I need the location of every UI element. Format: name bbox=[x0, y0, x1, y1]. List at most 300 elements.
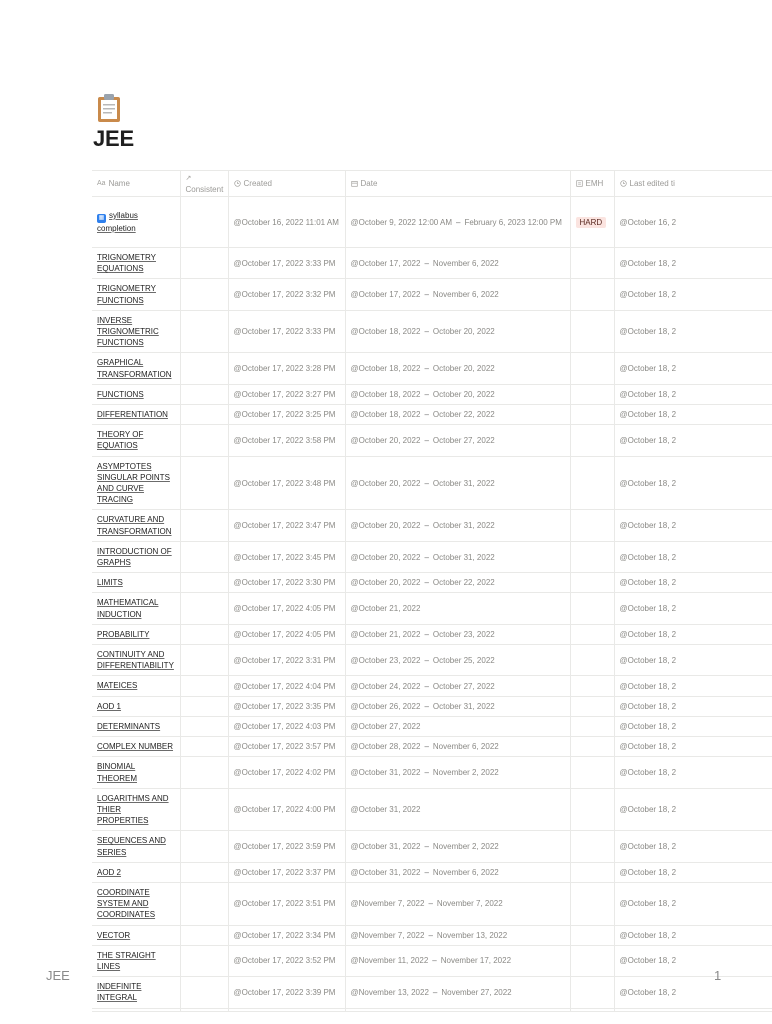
cell-emh[interactable] bbox=[570, 977, 614, 1008]
table-end-cell bbox=[180, 1008, 228, 1011]
calendar-icon bbox=[351, 180, 358, 187]
page-title: JEE bbox=[93, 126, 134, 151]
cell-consistent[interactable] bbox=[180, 862, 228, 882]
cell-consistent[interactable] bbox=[180, 882, 228, 925]
cell-emh[interactable] bbox=[570, 310, 614, 353]
clock-icon bbox=[234, 180, 241, 187]
column-header-consistent[interactable]: ↗ Consistent bbox=[180, 171, 228, 197]
cell-date[interactable] bbox=[345, 541, 570, 572]
table-row[interactable] bbox=[92, 882, 772, 925]
cell-emh[interactable] bbox=[570, 676, 614, 696]
table-row[interactable] bbox=[92, 197, 772, 248]
date-end: October 31, 2022 bbox=[432, 478, 495, 488]
date-end: October 31, 2022 bbox=[432, 552, 495, 562]
page-number: 1 bbox=[714, 968, 722, 983]
cell-consistent[interactable] bbox=[180, 757, 228, 788]
cell-created: @October 17, 2022 3:48 PM bbox=[228, 456, 345, 510]
column-header-last-edited[interactable]: Last edited ti bbox=[614, 171, 772, 197]
cell-created: @October 17, 2022 4:05 PM bbox=[228, 593, 345, 624]
cell-last-edited: @October 18, 2 bbox=[614, 882, 772, 925]
date-start: @October 9, 2022 12:00 AM bbox=[350, 217, 453, 227]
date-start: @October 24, 2022 bbox=[350, 681, 421, 691]
table-end-cell bbox=[228, 1008, 345, 1011]
column-header-date[interactable]: Date bbox=[345, 171, 570, 197]
row-title-link[interactable]: COMPLEX NUMBER bbox=[97, 742, 174, 752]
row-title-link[interactable]: CONTINUITY AND DIFFERENTIABILITY bbox=[97, 650, 174, 671]
column-header-name[interactable]: Aa Name bbox=[92, 171, 180, 197]
cell-consistent[interactable] bbox=[180, 510, 228, 541]
cell-consistent[interactable] bbox=[180, 831, 228, 862]
cell-emh[interactable] bbox=[570, 757, 614, 788]
cell-date[interactable] bbox=[345, 882, 570, 925]
cell-emh[interactable] bbox=[570, 510, 614, 541]
cell-last-edited: @October 18, 2 bbox=[614, 279, 772, 310]
row-title-link[interactable]: SEQUENCES AND SERIES bbox=[97, 836, 166, 857]
table-row[interactable] bbox=[92, 384, 772, 404]
cell-emh[interactable] bbox=[570, 862, 614, 882]
cell-date[interactable] bbox=[345, 248, 570, 279]
cell-consistent[interactable] bbox=[180, 593, 228, 624]
table-end-cell bbox=[614, 1008, 772, 1011]
table-row[interactable] bbox=[92, 248, 772, 279]
cell-emh[interactable] bbox=[570, 788, 614, 831]
cell-last-edited: @October 18, 2 bbox=[614, 510, 772, 541]
row-title-link[interactable]: LOGARITHMS AND THIER PROPERTIES bbox=[97, 793, 169, 826]
cell-last-edited: @October 16, 2 bbox=[614, 197, 772, 248]
cell-name bbox=[92, 510, 180, 541]
cell-emh[interactable] bbox=[570, 279, 614, 310]
cell-date[interactable] bbox=[345, 384, 570, 404]
row-title-link[interactable]: MATHEMATICAL INDUCTION bbox=[97, 598, 159, 619]
cell-last-edited: @October 18, 2 bbox=[614, 624, 772, 644]
date-range-separator: – bbox=[456, 217, 461, 227]
cell-date[interactable] bbox=[345, 945, 570, 976]
table-row[interactable] bbox=[92, 925, 772, 945]
cell-consistent[interactable] bbox=[180, 573, 228, 593]
date-range-separator: – bbox=[424, 629, 429, 639]
date-range-separator: – bbox=[432, 956, 437, 966]
date-start: @October 20, 2022 bbox=[350, 552, 421, 562]
cell-last-edited: @October 18, 2 bbox=[614, 384, 772, 404]
cell-date[interactable] bbox=[345, 279, 570, 310]
row-title-link[interactable]: CURVATURE AND TRANSFORMATION bbox=[97, 515, 172, 536]
date-end: November 6, 2022 bbox=[432, 742, 499, 752]
cell-consistent[interactable] bbox=[180, 197, 228, 248]
cell-date[interactable] bbox=[345, 573, 570, 593]
cell-consistent[interactable] bbox=[180, 945, 228, 976]
table-row[interactable] bbox=[92, 757, 772, 788]
cell-name bbox=[92, 425, 180, 456]
cell-date[interactable] bbox=[345, 716, 570, 736]
cell-last-edited: @October 18, 2 bbox=[614, 862, 772, 882]
row-title-link[interactable]: BINOMIAL THEOREM bbox=[97, 762, 137, 783]
cell-created: @October 17, 2022 3:31 PM bbox=[228, 645, 345, 676]
cell-date[interactable] bbox=[345, 757, 570, 788]
date-start: @October 18, 2022 bbox=[350, 410, 421, 420]
cell-name bbox=[92, 737, 180, 757]
cell-emh[interactable] bbox=[570, 425, 614, 456]
cell-created: @October 17, 2022 3:45 PM bbox=[228, 541, 345, 572]
row-title-link[interactable]: INVERSE TRIGNOMETRIC FUNCTIONS bbox=[97, 315, 159, 348]
cell-last-edited: @October 18, 2 bbox=[614, 456, 772, 510]
cell-emh[interactable] bbox=[570, 353, 614, 384]
date-start: @November 13, 2022 bbox=[350, 987, 429, 997]
cell-consistent[interactable] bbox=[180, 624, 228, 644]
table-row[interactable] bbox=[92, 279, 772, 310]
cell-emh[interactable] bbox=[570, 624, 614, 644]
cell-name bbox=[92, 645, 180, 676]
cell-date[interactable] bbox=[345, 788, 570, 831]
table-end-cell bbox=[92, 1008, 180, 1011]
row-title-link[interactable]: ASYMPTOTES SINGULAR POINTS AND CURVE TRACING bbox=[97, 461, 170, 505]
cell-created: @October 17, 2022 3:52 PM bbox=[228, 945, 345, 976]
cell-date[interactable] bbox=[345, 645, 570, 676]
date-range-separator: – bbox=[428, 930, 433, 940]
cell-consistent[interactable] bbox=[180, 737, 228, 757]
row-title-link[interactable]: INDEFINITE INTEGRAL bbox=[97, 982, 142, 1003]
date-start: @October 31, 2022 bbox=[350, 842, 421, 852]
cell-consistent[interactable] bbox=[180, 541, 228, 572]
cell-name bbox=[92, 456, 180, 510]
cell-last-edited: @October 18, 2 bbox=[614, 737, 772, 757]
date-range-separator: – bbox=[424, 435, 429, 445]
difficulty-badge: HARD bbox=[576, 217, 607, 228]
cell-emh[interactable] bbox=[570, 882, 614, 925]
date-range-separator: – bbox=[424, 578, 429, 588]
row-title-link[interactable]: TRIGNOMETRY EQUATIONS bbox=[97, 253, 156, 274]
cell-date[interactable] bbox=[345, 310, 570, 353]
cell-date[interactable] bbox=[345, 405, 570, 425]
date-end: November 6, 2022 bbox=[432, 290, 499, 300]
cell-date[interactable] bbox=[345, 593, 570, 624]
cell-emh[interactable] bbox=[570, 405, 614, 425]
cell-consistent[interactable] bbox=[180, 716, 228, 736]
table-row[interactable] bbox=[92, 624, 772, 644]
date-start: @October 18, 2022 bbox=[350, 327, 421, 337]
cell-emh[interactable] bbox=[570, 945, 614, 976]
table-body bbox=[92, 197, 772, 1012]
date-end: February 6, 2023 12:00 PM bbox=[464, 217, 562, 227]
table-row[interactable] bbox=[92, 945, 772, 976]
date-range-separator: – bbox=[424, 842, 429, 852]
cell-emh[interactable] bbox=[570, 831, 614, 862]
table-row[interactable] bbox=[92, 676, 772, 696]
page-emoji-icon: ▦ bbox=[98, 214, 105, 221]
cell-emh[interactable] bbox=[570, 197, 614, 248]
table-row[interactable] bbox=[92, 510, 772, 541]
row-title-link[interactable]: DIFFERENTIATION bbox=[97, 410, 168, 420]
cell-name bbox=[92, 676, 180, 696]
row-title-link[interactable]: VECTOR bbox=[97, 930, 131, 940]
cell-consistent[interactable] bbox=[180, 405, 228, 425]
cell-name bbox=[92, 977, 180, 1008]
cell-name bbox=[92, 925, 180, 945]
date-range-separator: – bbox=[424, 867, 429, 877]
date-range-separator: – bbox=[424, 552, 429, 562]
cell-last-edited: @October 18, 2 bbox=[614, 977, 772, 1008]
cell-last-edited: @October 18, 2 bbox=[614, 645, 772, 676]
cell-name bbox=[92, 279, 180, 310]
cell-consistent[interactable] bbox=[180, 925, 228, 945]
cell-name bbox=[92, 573, 180, 593]
date-end: October 27, 2022 bbox=[432, 681, 495, 691]
date-end: November 27, 2022 bbox=[441, 987, 512, 997]
cell-date[interactable] bbox=[345, 977, 570, 1008]
cell-date[interactable] bbox=[345, 862, 570, 882]
cell-date[interactable] bbox=[345, 925, 570, 945]
cell-emh[interactable] bbox=[570, 593, 614, 624]
date-start: @November 7, 2022 bbox=[350, 930, 425, 940]
date-end: October 20, 2022 bbox=[432, 364, 495, 374]
cell-emh[interactable] bbox=[570, 573, 614, 593]
date-start: @October 18, 2022 bbox=[350, 389, 421, 399]
table-row[interactable] bbox=[92, 737, 772, 757]
row-title-link[interactable]: DETERMINANTS bbox=[97, 721, 161, 731]
date-start: @October 20, 2022 bbox=[350, 578, 421, 588]
table-row[interactable] bbox=[92, 353, 772, 384]
row-title-link[interactable]: FUNCTIONS bbox=[97, 389, 144, 399]
cell-created: @October 17, 2022 3:57 PM bbox=[228, 737, 345, 757]
cell-name bbox=[92, 310, 180, 353]
date-end: November 2, 2022 bbox=[432, 768, 499, 777]
date-start: @October 31, 2022 bbox=[350, 805, 421, 814]
cell-name bbox=[92, 624, 180, 644]
cell-consistent[interactable] bbox=[180, 645, 228, 676]
cell-created: @October 17, 2022 3:25 PM bbox=[228, 405, 345, 425]
date-end: October 27, 2022 bbox=[432, 435, 495, 445]
table-row[interactable] bbox=[92, 456, 772, 510]
row-title-link[interactable]: PROBABILITY bbox=[97, 629, 150, 639]
date-start: @October 17, 2022 bbox=[350, 290, 421, 300]
cell-last-edited: @October 18, 2 bbox=[614, 676, 772, 696]
table-row[interactable] bbox=[92, 696, 772, 716]
cell-last-edited: @October 18, 2 bbox=[614, 573, 772, 593]
cell-last-edited: @October 18, 2 bbox=[614, 831, 772, 862]
cell-created: @October 17, 2022 3:39 PM bbox=[228, 977, 345, 1008]
table-row[interactable] bbox=[92, 788, 772, 831]
date-start: @October 28, 2022 bbox=[350, 742, 421, 752]
cell-date[interactable] bbox=[345, 676, 570, 696]
cell-last-edited: @October 18, 2 bbox=[614, 248, 772, 279]
cell-last-edited: @October 18, 2 bbox=[614, 716, 772, 736]
date-start: @October 21, 2022 bbox=[350, 604, 421, 614]
cell-name bbox=[92, 696, 180, 716]
table-end-cell bbox=[345, 1008, 570, 1011]
cell-date[interactable] bbox=[345, 624, 570, 644]
cell-emh[interactable] bbox=[570, 541, 614, 572]
table-row[interactable] bbox=[92, 425, 772, 456]
table-row[interactable] bbox=[92, 310, 772, 353]
cell-name bbox=[92, 862, 180, 882]
table-row[interactable] bbox=[92, 405, 772, 425]
cell-emh[interactable] bbox=[570, 925, 614, 945]
column-header-emh[interactable]: EMH bbox=[570, 171, 614, 197]
cell-date[interactable] bbox=[345, 456, 570, 510]
cell-name bbox=[92, 757, 180, 788]
cell-created: @October 17, 2022 4:05 PM bbox=[228, 624, 345, 644]
cell-created: @October 17, 2022 4:02 PM bbox=[228, 757, 345, 788]
text-property-icon: Aa bbox=[97, 180, 106, 188]
row-title-link[interactable]: THEORY OF EQUATIOS bbox=[97, 430, 144, 451]
date-end: November 6, 2022 bbox=[432, 258, 499, 268]
date-end: October 20, 2022 bbox=[432, 389, 495, 399]
cell-date[interactable] bbox=[345, 425, 570, 456]
date-range-separator: – bbox=[424, 389, 429, 399]
cell-emh[interactable] bbox=[570, 248, 614, 279]
column-header-created[interactable]: Created bbox=[228, 171, 345, 197]
cell-consistent[interactable] bbox=[180, 248, 228, 279]
table-row[interactable] bbox=[92, 541, 772, 572]
date-range-separator: – bbox=[424, 478, 429, 488]
cell-last-edited: @October 18, 2 bbox=[614, 925, 772, 945]
cell-consistent[interactable] bbox=[180, 696, 228, 716]
date-end: October 22, 2022 bbox=[432, 410, 495, 420]
cell-emh[interactable] bbox=[570, 384, 614, 404]
date-end: November 7, 2022 bbox=[436, 899, 503, 909]
date-start: @October 31, 2022 bbox=[350, 768, 421, 777]
cell-last-edited: @October 18, 2 bbox=[614, 788, 772, 831]
date-start: @October 17, 2022 bbox=[350, 258, 421, 268]
date-range-separator: – bbox=[432, 987, 438, 997]
date-start: @October 27, 2022 bbox=[350, 721, 421, 731]
date-range-separator: – bbox=[428, 899, 433, 909]
date-end: October 31, 2022 bbox=[432, 701, 495, 711]
date-range-separator: – bbox=[424, 364, 429, 374]
cell-name bbox=[92, 788, 180, 831]
cell-name bbox=[92, 882, 180, 925]
row-title-link[interactable]: THE STRAIGHT LINES bbox=[97, 950, 156, 971]
cell-created: @October 17, 2022 3:28 PM bbox=[228, 353, 345, 384]
cell-last-edited: @October 18, 2 bbox=[614, 425, 772, 456]
cell-name bbox=[92, 541, 180, 572]
cell-created: @October 17, 2022 3:34 PM bbox=[228, 925, 345, 945]
cell-date[interactable] bbox=[345, 831, 570, 862]
cell-consistent[interactable] bbox=[180, 456, 228, 510]
date-start: @October 20, 2022 bbox=[350, 435, 421, 445]
table-row[interactable] bbox=[92, 716, 772, 736]
cell-created: @October 17, 2022 3:35 PM bbox=[228, 696, 345, 716]
cell-created: @October 17, 2022 3:59 PM bbox=[228, 831, 345, 862]
cell-name bbox=[92, 716, 180, 736]
row-title-link[interactable]: COORDINATE SYSTEM AND COORDINATES bbox=[97, 887, 156, 920]
table-end-cell bbox=[570, 1008, 614, 1011]
cell-emh[interactable] bbox=[570, 645, 614, 676]
cell-created: @October 17, 2022 4:00 PM bbox=[228, 788, 345, 831]
cell-date[interactable] bbox=[345, 737, 570, 757]
date-range-separator: – bbox=[424, 681, 429, 691]
cell-last-edited: @October 18, 2 bbox=[614, 593, 772, 624]
table-row[interactable] bbox=[92, 831, 772, 862]
table-row[interactable] bbox=[92, 593, 772, 624]
database-table bbox=[92, 170, 772, 1012]
cell-name bbox=[92, 197, 180, 248]
date-end: November 6, 2022 bbox=[432, 867, 499, 877]
cell-last-edited: @October 18, 2 bbox=[614, 405, 772, 425]
row-title-link[interactable]: AOD 2 bbox=[97, 867, 122, 877]
cell-created: @October 17, 2022 3:33 PM bbox=[228, 310, 345, 353]
cell-consistent[interactable] bbox=[180, 676, 228, 696]
cell-consistent[interactable] bbox=[180, 788, 228, 831]
cell-consistent[interactable] bbox=[180, 977, 228, 1008]
date-range-separator: – bbox=[424, 768, 429, 777]
table-row[interactable] bbox=[92, 977, 772, 1008]
cell-consistent[interactable] bbox=[180, 279, 228, 310]
cell-name bbox=[92, 353, 180, 384]
date-start: @October 31, 2022 bbox=[350, 867, 421, 877]
row-title-link[interactable]: AOD 1 bbox=[97, 701, 122, 711]
date-end: October 23, 2022 bbox=[432, 629, 495, 639]
cell-date[interactable] bbox=[345, 510, 570, 541]
cell-date[interactable] bbox=[345, 696, 570, 716]
row-title-link[interactable]: LIMITS bbox=[97, 578, 123, 588]
date-start: @October 21, 2022 bbox=[350, 629, 421, 639]
date-end: November 2, 2022 bbox=[432, 842, 499, 852]
date-range-separator: – bbox=[424, 521, 429, 531]
cell-created: @October 17, 2022 3:51 PM bbox=[228, 882, 345, 925]
date-range-separator: – bbox=[424, 742, 429, 752]
date-start: @November 11, 2022 bbox=[350, 956, 429, 966]
select-property-icon bbox=[576, 180, 583, 187]
cell-consistent[interactable] bbox=[180, 353, 228, 384]
cell-consistent[interactable] bbox=[180, 384, 228, 404]
date-start: @October 26, 2022 bbox=[350, 701, 421, 711]
row-title-link[interactable]: MATEICES bbox=[97, 681, 138, 691]
cell-created: @October 16, 2022 11:01 AM bbox=[228, 197, 345, 248]
date-end: November 17, 2022 bbox=[440, 956, 512, 966]
table-row[interactable] bbox=[92, 862, 772, 882]
date-range-separator: – bbox=[424, 290, 429, 300]
date-start: @October 20, 2022 bbox=[350, 478, 421, 488]
cell-emh[interactable] bbox=[570, 737, 614, 757]
cell-created: @October 17, 2022 3:47 PM bbox=[228, 510, 345, 541]
cell-created: @October 17, 2022 3:37 PM bbox=[228, 862, 345, 882]
date-end: October 31, 2022 bbox=[432, 521, 495, 531]
cell-name bbox=[92, 831, 180, 862]
date-range-separator: – bbox=[424, 701, 429, 711]
date-range-separator: – bbox=[424, 655, 429, 665]
row-title-link[interactable]: INTRODUCTION OF GRAPHS bbox=[97, 546, 172, 568]
date-end: October 20, 2022 bbox=[432, 327, 495, 337]
date-start: @October 23, 2022 bbox=[350, 655, 421, 665]
row-title-link[interactable]: ▦ syllabus completion bbox=[97, 210, 138, 233]
cell-consistent[interactable] bbox=[180, 425, 228, 456]
cell-created: @October 17, 2022 3:30 PM bbox=[228, 573, 345, 593]
date-range-separator: – bbox=[424, 327, 429, 337]
row-title-link[interactable]: GRAPHICAL TRANSFORMATION bbox=[97, 358, 172, 379]
table-row[interactable] bbox=[92, 645, 772, 676]
cell-date[interactable] bbox=[345, 353, 570, 384]
database-table-viewport[interactable] bbox=[92, 170, 677, 1003]
cell-created: @October 17, 2022 3:27 PM bbox=[228, 384, 345, 404]
cell-last-edited: @October 18, 2 bbox=[614, 696, 772, 716]
cell-created: @October 17, 2022 4:04 PM bbox=[228, 676, 345, 696]
footer-title: JEE bbox=[46, 968, 70, 983]
cell-consistent[interactable] bbox=[180, 310, 228, 353]
cell-emh[interactable] bbox=[570, 716, 614, 736]
row-title-link[interactable]: TRIGNOMETRY FUNCTIONS bbox=[97, 284, 156, 305]
table-row[interactable] bbox=[92, 573, 772, 593]
relation-arrow-icon: ↗ bbox=[185, 175, 192, 183]
cell-last-edited: @October 18, 2 bbox=[614, 310, 772, 353]
table-end-row bbox=[92, 1008, 772, 1011]
cell-emh[interactable] bbox=[570, 456, 614, 510]
cell-last-edited: @October 18, 2 bbox=[614, 945, 772, 976]
date-start: @October 18, 2022 bbox=[350, 364, 421, 374]
date-end: November 13, 2022 bbox=[436, 930, 508, 940]
cell-emh[interactable] bbox=[570, 696, 614, 716]
cell-last-edited: @October 18, 2 bbox=[614, 353, 772, 384]
cell-date[interactable] bbox=[345, 197, 570, 248]
